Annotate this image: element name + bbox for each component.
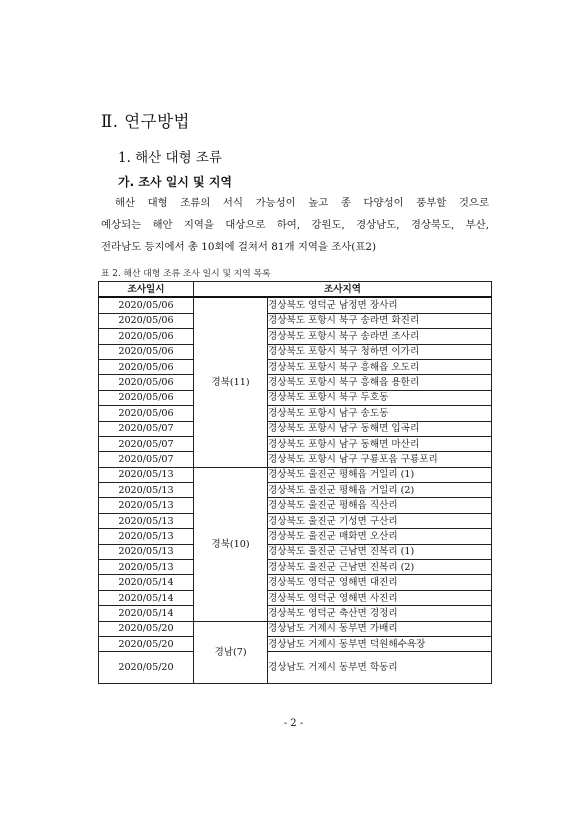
survey-location-cell: 경상북도 포항시 북구 두호동 [268, 390, 492, 405]
survey-date-cell: 2020/05/07 [99, 452, 194, 467]
survey-date-cell: 2020/05/06 [99, 406, 194, 421]
table-row [99, 636, 492, 651]
table-row [99, 606, 492, 621]
paragraph-line: 해산 대형 조류의 서식 가능성이 높고 종 다양성이 풍부할 것으로 [115, 197, 489, 209]
survey-date-cell: 2020/05/06 [99, 297, 194, 313]
survey-location-cell: 경상북도 울진군 근남면 진복리 (1) [268, 544, 492, 559]
survey-date-cell: 2020/05/14 [99, 575, 194, 590]
table-caption: 표 2. 해산 대형 조류 조사 일시 및 지역 목록 [101, 269, 271, 279]
survey-date-cell: 2020/05/06 [99, 390, 194, 405]
survey-location-cell: 경상북도 포항시 북구 송라면 조사리 [268, 329, 492, 344]
survey-date-cell: 2020/05/20 [99, 621, 194, 636]
survey-location-cell: 경상북도 울진군 평해읍 직산리 [268, 498, 492, 513]
survey-date-cell: 2020/05/07 [99, 436, 194, 451]
survey-table [98, 281, 492, 684]
survey-location-cell: 경상북도 포항시 북구 흥해읍 오도리 [268, 359, 492, 374]
table-row [99, 421, 492, 436]
survey-location-cell: 경상북도 울진군 근남면 진복리 (2) [268, 560, 492, 575]
table-row [99, 529, 492, 544]
survey-date-cell: 2020/05/13 [99, 513, 194, 528]
survey-location-cell: 경상남도 거제시 동부면 가배리 [268, 621, 492, 636]
survey-date-cell: 2020/05/06 [99, 359, 194, 374]
survey-date-cell: 2020/05/06 [99, 313, 194, 328]
survey-location-cell: 경상북도 포항시 남구 동해면 입곡리 [268, 421, 492, 436]
survey-date-cell: 2020/05/13 [99, 498, 194, 513]
subsubsection-title: 가. 조사 일시 및 지역 [118, 175, 233, 189]
survey-date-cell: 2020/05/20 [99, 636, 194, 651]
survey-location-cell: 경상북도 포항시 남구 구룡포읍 구룡포리 [268, 452, 492, 467]
column-header-location: 조사지역 [194, 282, 492, 298]
survey-location-cell: 경상북도 울진군 평해읍 거일리 (2) [268, 483, 492, 498]
table-row [99, 313, 492, 328]
survey-date-cell: 2020/05/07 [99, 421, 194, 436]
survey-location-cell: 경상남도 거제시 동부면 학동리 [268, 652, 492, 684]
survey-date-cell: 2020/05/06 [99, 344, 194, 359]
table-row [99, 375, 492, 390]
survey-date-cell: 2020/05/20 [99, 652, 194, 684]
survey-location-cell: 경상북도 영덕군 축산면 경정리 [268, 606, 492, 621]
survey-date-cell: 2020/05/13 [99, 467, 194, 482]
table-body [99, 297, 492, 683]
survey-location-cell: 경상북도 포항시 남구 동해면 마산리 [268, 436, 492, 451]
survey-location-cell: 경상북도 영덕군 영해면 대진리 [268, 575, 492, 590]
survey-location-cell: 경상북도 포항시 북구 송라면 화진리 [268, 313, 492, 328]
section-title: Ⅱ. 연구방법 [101, 112, 190, 131]
table-row [99, 467, 492, 482]
table-row [99, 483, 492, 498]
table-row [99, 590, 492, 605]
table-row [99, 498, 492, 513]
survey-location-cell: 경상북도 영덕군 영해면 사진리 [268, 590, 492, 605]
table-row [99, 406, 492, 421]
survey-location-cell: 경상북도 포항시 북구 흥해읍 용한리 [268, 375, 492, 390]
survey-location-cell: 경상북도 포항시 북구 청하면 이가리 [268, 344, 492, 359]
table-row [99, 452, 492, 467]
table-row [99, 652, 492, 684]
subsection-title: 1. 해산 대형 조류 [118, 150, 222, 166]
survey-location-cell: 경상남도 거제시 동부면 덕원해수욕장 [268, 636, 492, 651]
survey-date-cell: 2020/05/14 [99, 606, 194, 621]
survey-date-cell: 2020/05/13 [99, 560, 194, 575]
survey-location-cell: 경상북도 울진군 매화면 오산리 [268, 529, 492, 544]
region-cell: 경북(11) [194, 297, 268, 467]
table-row [99, 436, 492, 451]
table-row [99, 359, 492, 374]
survey-date-cell: 2020/05/13 [99, 483, 194, 498]
table-row [99, 390, 492, 405]
survey-location-cell: 경상북도 울진군 기성면 구산리 [268, 513, 492, 528]
paragraph-line: 예상되는 해안 지역을 대상으로 하여, 강원도, 경상남도, 경상북도, 부산, [101, 219, 489, 231]
survey-location-cell: 경상북도 포항시 남구 송도동 [268, 406, 492, 421]
table-row [99, 344, 492, 359]
column-header-date: 조사일시 [99, 282, 194, 298]
table-row [99, 329, 492, 344]
region-cell: 경북(10) [194, 467, 268, 621]
table-row [99, 544, 492, 559]
table-row [99, 621, 492, 636]
survey-date-cell: 2020/05/06 [99, 375, 194, 390]
survey-date-cell: 2020/05/13 [99, 529, 194, 544]
region-cell: 경남(7) [194, 621, 268, 684]
body-paragraph [101, 195, 489, 261]
page-number: - 2 - [283, 718, 304, 729]
paragraph-line: 전라남도 등지에서 총 10회에 걸쳐서 81개 지역을 조사(표2) [101, 241, 377, 253]
table-header-row [99, 282, 492, 298]
survey-location-cell: 경상북도 영덕군 남정면 장사리 [268, 297, 492, 313]
table-row [99, 297, 492, 313]
table-row [99, 513, 492, 528]
survey-location-cell: 경상북도 울진군 평해읍 거일리 (1) [268, 467, 492, 482]
table-row [99, 560, 492, 575]
survey-date-cell: 2020/05/13 [99, 544, 194, 559]
survey-date-cell: 2020/05/06 [99, 329, 194, 344]
survey-date-cell: 2020/05/14 [99, 590, 194, 605]
table-row [99, 575, 492, 590]
